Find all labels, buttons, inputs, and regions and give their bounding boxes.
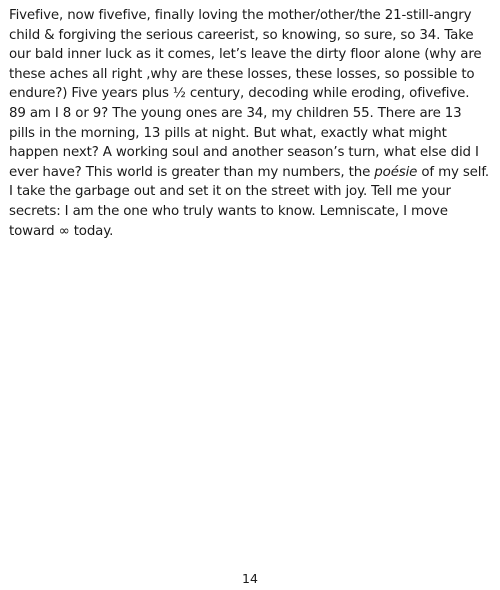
paragraph-2-tail: of my self. I take the garbage out and set it on the street with joy. Tell me your secrets: I am the one who truly wants to know. Lemniscate, I move toward ∞ today. (9, 164, 490, 239)
paragraph-2-italic-word: poésie (374, 164, 418, 180)
paragraph-1 (9, 6, 491, 104)
paragraph-2 (9, 104, 491, 241)
page-number: 14 (242, 571, 258, 586)
paragraph-2-lead: 89 am I 8 or 9? The young ones are 34, my children 55. There are 13 pills in the morning, 13 pills at night. But what, exactly what might happen next? A working soul and another season’s turn, what else did I ever have? This world is greater than my numbers, the (9, 106, 479, 180)
paragraph-1-text: Fivefive, now fivefive, finally loving the mother/other/the 21-still-angry child & forgiving the serious careerist, so knowing, so sure, so 34. Take our bald inner luck as it comes, let’s leave the dirty floor alone (why are these aches all right ,why are these losses, these losses, so possible to endure?) Five years plus ½ century, decoding while eroding, ofivefive. (9, 8, 482, 102)
paragraph-2-text (9, 104, 491, 241)
